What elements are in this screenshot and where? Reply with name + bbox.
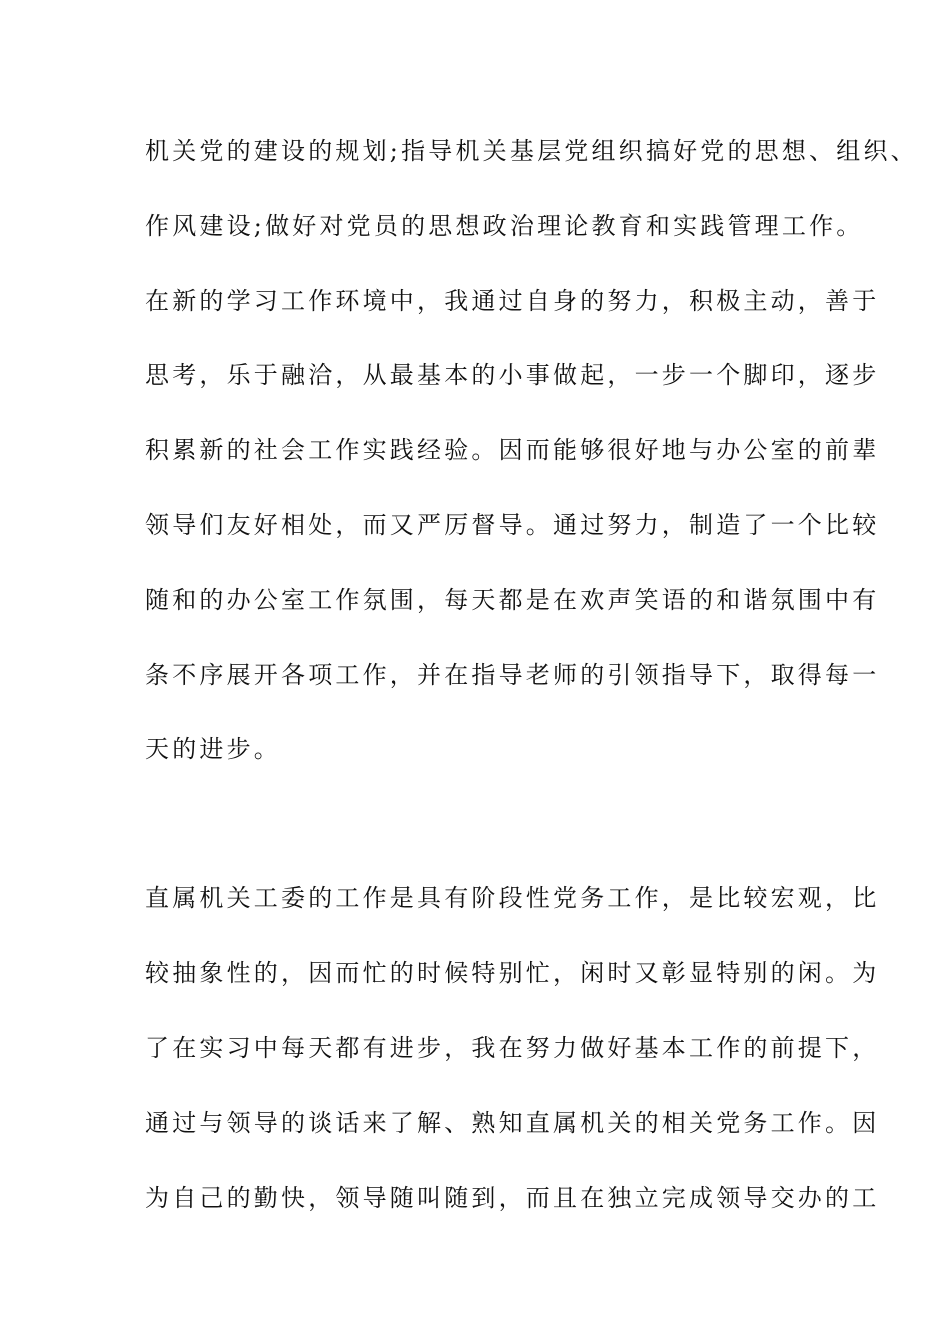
text-line: 积累新的社会工作实践经验。因而能够很好地与办公室的前辈 [145,436,880,464]
text-line: 较抽象性的，因而忙的时候特别忙，闲时又彰显特别的闲。为 [145,959,880,987]
text-line: 随和的办公室工作氛围，每天都是在欢声笑语的和谐氛围中有 [145,586,880,614]
text-line: 天的进步。 [145,735,281,763]
text-line: 通过与领导的谈话来了解、熟知直属机关的相关党务工作。因 [145,1109,880,1137]
text-line: 机关党的建设的规划;指导机关基层党组织搞好党的思想、组织、 [145,137,918,165]
text-line: 了在实习中每天都有进步，我在努力做好基本工作的前提下， [145,1034,880,1062]
text-line: 在新的学习工作环境中，我通过自身的努力，积极主动，善于 [145,287,880,315]
text-line: 条不序展开各项工作，并在指导老师的引领指导下，取得每一 [145,661,880,689]
text-line: 作风建设;做好对党员的思想政治理论教育和实践管理工作。 [145,212,864,240]
text-line: 为自己的勤快，领导随叫随到，而且在独立完成领导交办的工 [145,1184,880,1212]
text-line: 思考，乐于融洽，从最基本的小事做起，一步一个脚印，逐步 [145,361,880,389]
text-line: 直属机关工委的工作是具有阶段性党务工作，是比较宏观，比 [145,884,880,912]
text-line: 领导们友好相处，而又严厉督导。通过努力，制造了一个比较 [145,511,880,539]
